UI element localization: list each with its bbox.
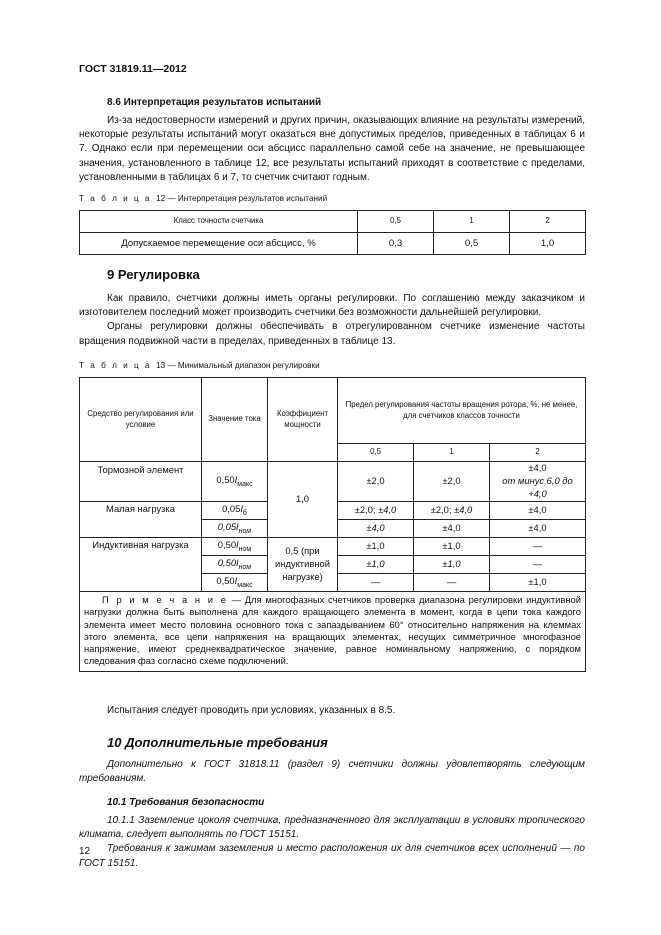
table-12-shift-label: Допускаемое перемещение оси абсцисс, % [80, 233, 358, 255]
table-13-class-1: 1 [414, 444, 490, 462]
section-9-paragraph-2: Органы регулировки должны обеспечивать в отрегулированном счетчике изменение частоты вращения подвижной части в пределах, приведенных в таблице 13. [79, 321, 585, 347]
section-8-6-body [79, 114, 585, 185]
table-13-ind-r2-v1: ±1,0 [414, 555, 490, 573]
table-row [80, 211, 586, 233]
table-13 [79, 377, 585, 672]
section-10 [79, 734, 585, 752]
table-13-brake-v05: ±2,0 [338, 462, 414, 502]
section-8-6-paragraph: Из-за недостоверности измерений и других причин, оказывающих влияние на результаты измерений, некоторые результаты испытаний могут оказаться вне допустимых пределов, приведенных в таблицах 6 и 7. Однако если при перемещении оси абсцисс параллельно самой себе на значение, не превышающее значения, установленного в таблице 12, все результаты испытаний приходят в соответствие с пределами, установленными в таблицах 6 и 7, то счетчик считают годным. [79, 115, 585, 183]
section-10-1-heading: 10.1 Требования безопасности [107, 797, 265, 808]
table-13-header-limit: Предел регулирования частоты вращения ротора, %, не менее, для счетчиков классов точности [338, 378, 586, 444]
table-13-ind-r2-v2: — [490, 555, 586, 573]
after-table-text: Испытания следует проводить при условиях, указанных в 8.5. [107, 705, 396, 716]
section-8-6 [79, 96, 585, 110]
table-13-ind-current-2: $0,50I_{ном}$ [202, 555, 268, 573]
table-13-small-current-2: $0,05I_{ном}$ [202, 519, 268, 537]
table-13-small-r2-v2: ±4,0 [490, 519, 586, 537]
table-13-header-current: Значение тока [202, 378, 268, 462]
table-12-shift-05: 0,3 [358, 233, 434, 255]
section-10-paragraph: Дополнительно к ГОСТ 31818.11 (раздел 9) счетчики должны удовлетворять следующим требованиям. [79, 759, 585, 785]
table-13-caption-prefix: Т а б л и ц а [79, 361, 152, 370]
section-9-paragraph-1: Как правило, счетчики должны иметь органы регулировки. По соглашению между заказчиком и изготовителем последний может производить счетчики без возможности дальнейшей регулировки. [79, 293, 585, 319]
table-13-ind-r1-v2: — [490, 537, 586, 555]
table-13-ind-current-1: $0,50I_{ном}$ [202, 537, 268, 555]
table-13-class-2: 2 [490, 444, 586, 462]
table-row [80, 378, 586, 444]
table-12-class-2: 2 [510, 211, 586, 233]
section-10-1 [79, 796, 585, 810]
section-10-1-1-paragraph: 10.1.1 Заземление цоколя счетчика, предназначенного для эксплуатации в условиях тропического климата, следует выполнять по ГОСТ 15151. [79, 815, 585, 841]
section-10-body [79, 758, 585, 786]
table-row [80, 537, 586, 555]
table-13-brake-v2: ±4,0 от минус 6,0 до +4,0 [490, 462, 586, 502]
table-13-small-current-1: $0,05I_б$ [202, 501, 268, 519]
table-12-shift-1: 0,5 [434, 233, 510, 255]
table-13-brake-label: Тормозной элемент [80, 462, 202, 502]
table-13-ind-r1-v1: ±1,0 [414, 537, 490, 555]
table-13-ind-r3-v05: — [338, 573, 414, 591]
table-12-class-05: 0,5 [358, 211, 434, 233]
table-13-small-r1-v05: ±2,0; ±4,0 [338, 501, 414, 519]
table-12-caption-text: 12 — Интерпретация результатов испытаний [156, 194, 328, 203]
table-13-coef-inductive: 0,5 (при индуктивной нагрузке) [268, 537, 338, 591]
table-13-small-r2-v1: ±4,0 [414, 519, 490, 537]
table-13-header-means: Средство регулирования или условие [80, 378, 202, 462]
table-13-inductive-label: Индуктивная нагрузка [80, 537, 202, 591]
page-number: 12 [79, 846, 91, 857]
table-12-class-label: Класс точности счетчика [80, 211, 358, 233]
table-row [80, 462, 586, 502]
table-13-ind-r1-v05: ±1,0 [338, 537, 414, 555]
table-13-note: П р и м е ч а н и е — Для многофазных счетчиков проверка диапазона регулировки индуктивной нагрузки должна быть выполнена для каждого вращающего элемента в момент, когда в цепи тока каждого элемента имеет место половина основного тока с запаздыванием 60° относительно напряжения на клеммах этого элемента, все цепи напряжения на вращающих элементах, несущих симметричное многофазное напряжение, имеют среднеквадратическое значение, равное номинальному напряжению, с порядком следования фаз согласно схеме подключений. [80, 591, 586, 671]
table-row [80, 591, 586, 671]
table-13-small-r1-v2: ±4,0 [490, 501, 586, 519]
table-13-ind-current-3: $0,50I_{макс}$ [202, 573, 268, 591]
table-12-caption-prefix: Т а б л и ц а [79, 194, 152, 203]
table-13-caption [79, 360, 585, 371]
table-13-header-power-factor: Коэффициент мощности [268, 378, 338, 462]
table-13-small-label: Малая нагрузка [80, 501, 202, 537]
table-12-caption [79, 193, 585, 204]
section-9-heading: 9 Регулировка [107, 267, 200, 282]
table-13-caption-text: 13 — Минимальный диапазон регулировки [156, 361, 320, 370]
section-10-heading: 10 Дополнительные требования [107, 735, 328, 750]
section-10-1-paragraph-2: Требования к зажимам заземления и место расположения их для счетчиков всех исполнений — по ГОСТ 15151. [79, 843, 585, 869]
table-13-class-05: 0,5 [338, 444, 414, 462]
table-13-ind-r3-v1: — [414, 573, 490, 591]
section-9-body [79, 292, 585, 349]
section-9 [79, 266, 585, 284]
table-13-small-r1-v1: ±2,0; ±4,0 [414, 501, 490, 519]
table-row [80, 233, 586, 255]
table-12-shift-2: 1,0 [510, 233, 586, 255]
table-13-brake-v1: ±2,0 [414, 462, 490, 502]
table-13-ind-r3-v2: ±1,0 [490, 573, 586, 591]
document-code-header: ГОСТ 31819.11—2012 [79, 63, 187, 75]
table-13-coef-unity: 1,0 [268, 462, 338, 538]
table-12-class-1: 1 [434, 211, 510, 233]
table-13-brake-current: $0,50I_{макс}$ [202, 462, 268, 502]
section-10-1-body [79, 814, 585, 871]
table-13-small-r2-v05: ±4,0 [338, 519, 414, 537]
table-13-ind-r2-v05: ±1,0 [338, 555, 414, 573]
section-8-6-heading: 8.6 Интерпретация результатов испытаний [107, 97, 322, 108]
table-12 [79, 210, 585, 255]
